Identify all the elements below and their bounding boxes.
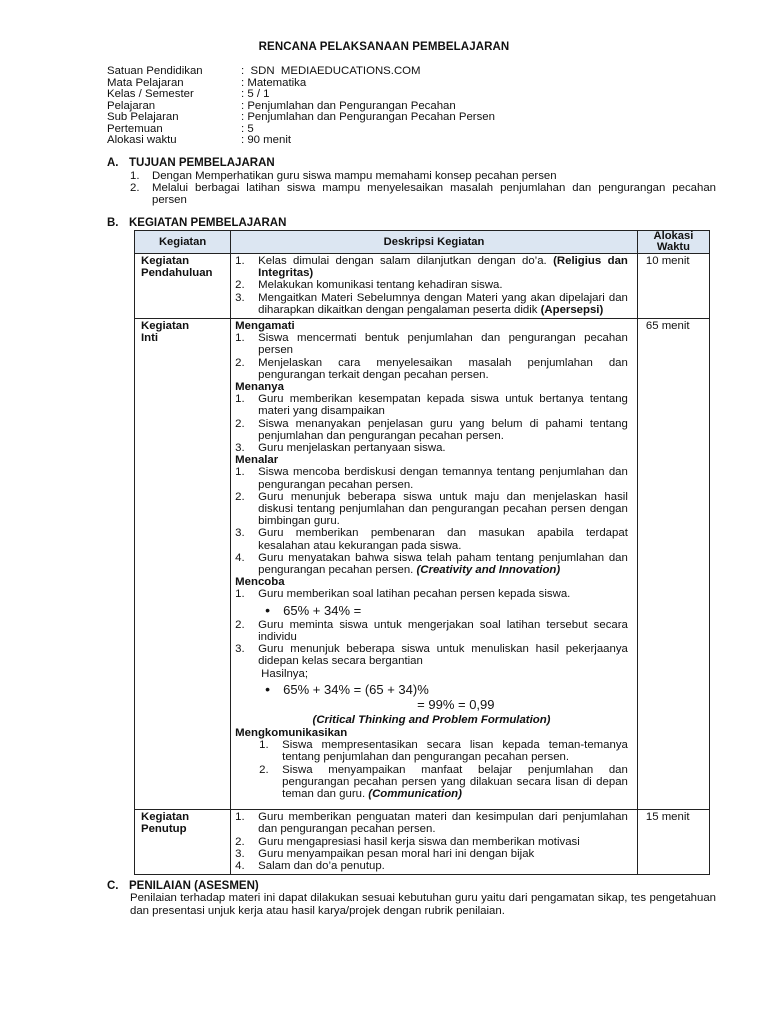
list-item (235, 292, 628, 316)
section-title: PENILAIAN (ASESMEN) (129, 880, 259, 892)
formula-text: 65% + 34% = (65 + 34)% (283, 681, 429, 697)
section-letter: A. (107, 157, 119, 169)
item-number: 2. (235, 279, 245, 292)
identity-label: Pertemuan (107, 122, 163, 135)
subheading-mengkomunikasikan: Mengkomunikasikan (235, 726, 348, 739)
formula-text: 65% + 34% = (283, 602, 362, 618)
item-text: Guru memberikan pembenaran dan masukan apabila terdapat kesalahan atau kekurangan pada siswa. (258, 527, 628, 552)
time-cell: 65 menit (637, 319, 709, 810)
item-number: 2. (235, 417, 245, 430)
identity-label: Mata Pelajaran (107, 76, 184, 89)
identity-label: Sub Pelajaran (107, 111, 179, 123)
item-text: Guru memberikan soal latihan pecahan persen kepada siswa. (258, 588, 571, 601)
value-tag: (Communication) (368, 787, 462, 800)
item-text: Guru memberikan penguatan materi dan kesimpulan dari penjumlahan dan pengurangan pecahan persen. (258, 811, 628, 836)
identity-block (107, 66, 495, 147)
phase-line: Kegiatan (141, 811, 190, 824)
formula-line (235, 603, 628, 618)
phase-cell (135, 319, 231, 810)
item-number: 1. (235, 393, 245, 406)
item-text: Melakukan komunikasi tentang kehadiran siswa. (258, 279, 503, 292)
item-text: Salam dan do’a penutup. (258, 859, 385, 872)
list-item (235, 811, 628, 835)
item-number: 2. (235, 356, 245, 369)
identity-value: : 5 / 1 (241, 88, 270, 100)
identity-row (107, 66, 495, 78)
phase-line: Inti (141, 332, 159, 345)
item-text: Guru menyampaikan pesan moral hari ini dengan bijak (258, 847, 535, 860)
table-header-row (135, 231, 710, 254)
phase-cell (135, 254, 231, 319)
identity-row (107, 89, 495, 101)
page-title: RENCANA PELAKSANAAN PEMBELAJARAN (258, 41, 510, 53)
identity-label: Kelas / Semester (107, 88, 194, 100)
identity-value: : Matematika (241, 76, 307, 89)
table-row-penutup (135, 810, 710, 875)
value-tag: (Creativity and Innovation) (416, 564, 561, 577)
item-text: Guru menunjuk beberapa siswa untuk maju dan menjelaskan hasil diskusi tentang penjumlahan dan pengurangan pecahan persen dengan bimbingan guru. (258, 490, 628, 528)
table-row-inti (135, 319, 710, 810)
list-item (235, 466, 628, 490)
list-item (130, 182, 716, 206)
item-number: 3. (235, 291, 245, 304)
activity-table (134, 230, 710, 875)
item-text: Siswa mencermati bentuk penjumlahan dan pengurangan pecahan persen (258, 332, 628, 357)
text-fragment: Kelas dimulai dengan salam dilanjutkan dengan do’a. (258, 255, 554, 267)
list-item (235, 860, 628, 872)
item-number: 1. (235, 255, 245, 267)
identity-label: Pelajaran (107, 99, 156, 112)
item-number: 1. (235, 811, 245, 824)
item-number: 2. (235, 490, 245, 503)
header-alokasi-line2: Waktu (656, 241, 690, 253)
section-title: KEGIATAN PEMBELAJARAN (129, 217, 287, 229)
item-text: Siswa menanyakan penjelasan guru yang belum di pahami tentang penjumlahan dan pengurangan pecahan persen. (258, 417, 628, 442)
item-number: 3. (235, 442, 245, 455)
section-letter: B. (107, 217, 119, 229)
list-item (235, 255, 628, 279)
header-alokasi-line1: Alokasi (653, 230, 694, 242)
item-text: Siswa mencoba berdiskusi dengan temannya tentang penjumlahan dan pengurangan pecahan persen. (258, 466, 628, 491)
identity-row (107, 135, 495, 147)
time-cell: 15 menit (637, 810, 709, 875)
description-cell (231, 319, 638, 810)
list-item (235, 643, 628, 667)
item-number: 4. (235, 551, 245, 564)
header-alokasi (637, 231, 709, 254)
list-item (235, 442, 628, 454)
description-cell (231, 254, 638, 319)
item-text: Guru memberikan kesempatan kepada siswa untuk bertanya tentang materi yang disampaikan (258, 393, 628, 418)
value-tag: (Religius dan Integritas) (258, 255, 628, 280)
list-item (235, 279, 628, 291)
text-fragment: Siswa menyampaikan manfaat belajar penjumlahan dan pengurangan pecahan persen yang dilakuan secara lisan di depan teman dan guru. (282, 763, 628, 800)
list-item (235, 393, 628, 417)
list-item (130, 170, 716, 182)
section-b-heading (107, 217, 286, 229)
item-text: Siswa mempresentasikan secara lisan kepada teman-temanya tentang penjumlahan dan pengurangan pecahan persen. (282, 739, 628, 764)
objectives-list (130, 170, 716, 207)
skill-tag: (Critical Thinking and Problem Formulation) (312, 713, 551, 726)
phase-line: Kegiatan (141, 255, 190, 267)
assessment-paragraph: Penilaian terhadap materi ini dapat dilakukan sesuai kebutuhan guru yaitu dari pengamatan sikap, tes pengetahuan dan presentasi unjuk kerja atau hasil karya/projek dengan rubrik penilaian. (130, 892, 716, 917)
item-text (258, 552, 628, 576)
phase-line: Kegiatan (141, 320, 190, 333)
identity-value: : Penjumlahan dan Pengurangan Pecahan (241, 99, 456, 112)
spacer (235, 800, 628, 807)
item-text: Melalui berbagai latihan siswa mampu menyelesaikan masalah penjumlahan dan pengurangan pecahan persen (152, 182, 716, 207)
item-text: Guru menjelaskan pertanyaan siswa. (258, 442, 446, 455)
item-number: 2. (235, 835, 245, 848)
table-row-pendahuluan (135, 254, 710, 319)
item-number: 1. (235, 588, 245, 601)
section-title: TUJUAN PEMBELAJARAN (129, 157, 275, 169)
section-c-heading (107, 880, 259, 892)
item-text (282, 764, 628, 801)
list-item (235, 357, 628, 381)
identity-label: Satuan Pendidikan (107, 65, 203, 77)
item-text: Menjelaskan cara menyelesaikan masalah penjumlahan dan pengurangan terkait dengan pecahan persen. (258, 356, 628, 381)
item-number: 1. (235, 466, 245, 479)
bullet-icon: • (265, 601, 271, 618)
subheading-menanya: Menanya (235, 381, 284, 394)
formula-line (235, 682, 628, 697)
text-fragment: Mengaitkan Materi Sebelumnya dengan Materi yang akan dipelajari dan diharapkan dikaitkan dengan pengalaman peserta didik (258, 291, 628, 316)
list-item (235, 836, 628, 848)
identity-value: : Penjumlahan dan Pengurangan Pecahan Persen (241, 111, 495, 123)
header-deskripsi: Deskripsi Kegiatan (231, 231, 638, 254)
section-letter: C. (107, 880, 119, 892)
identity-label: Alokasi waktu (107, 134, 177, 146)
list-item (235, 552, 628, 576)
subheading-mencoba: Mencoba (235, 576, 285, 589)
item-text: Guru meminta siswa untuk mengerjakan soal latihan tersebut secara individu (258, 618, 628, 643)
value-tag: (Apersepsi) (540, 303, 604, 316)
list-item (235, 848, 628, 860)
text-fragment: Guru menyatakan bahwa siswa telah paham tentang penjumlahan dan pengurangan pecahan persen. (258, 551, 628, 577)
bullet-icon: • (265, 680, 271, 697)
section-a-heading (107, 157, 275, 169)
result-label: Hasilnya; (261, 667, 309, 680)
formula-result: = 99% = 0,99 (417, 696, 495, 712)
identity-value: : SDN MEDIAEDUCATIONS.COM (241, 65, 421, 77)
identity-row (107, 112, 495, 124)
item-number: 2. (130, 182, 140, 195)
header-kegiatan: Kegiatan (135, 231, 231, 254)
item-text: Guru mengapresiasi hasil kerja siswa dan memberikan motivasi (258, 835, 580, 848)
item-number: 1. (259, 739, 269, 752)
description-cell (231, 810, 638, 875)
phase-cell (135, 810, 231, 875)
list-item (235, 764, 628, 801)
identity-value: : 5 (241, 122, 254, 135)
item-number: 1. (130, 170, 140, 182)
list-item (235, 491, 628, 528)
item-number: 2. (235, 618, 245, 631)
phase-line: Pendahuluan (141, 267, 213, 280)
phase-line: Penutup (141, 823, 187, 836)
item-text (258, 292, 628, 316)
item-number: 4. (235, 859, 245, 872)
item-number: 3. (235, 643, 245, 656)
item-number: 2. (259, 763, 269, 776)
list-item (235, 619, 628, 643)
list-item (235, 332, 628, 356)
item-text: Guru menunjuk beberapa siswa untuk menuliskan hasil pekerjaanya didepan kelas secara bergantian (258, 643, 628, 668)
subheading-mengamati: Mengamati (235, 320, 295, 333)
item-text: Dengan Memperhatikan guru siswa mampu memahami konsep pecahan persen (152, 170, 557, 182)
item-number: 3. (235, 527, 245, 540)
list-item (235, 588, 628, 600)
time-cell: 10 menit (637, 254, 709, 319)
list-item (235, 418, 628, 442)
item-text (258, 255, 628, 279)
item-number: 1. (235, 332, 245, 345)
list-item (235, 739, 628, 763)
subheading-menalar: Menalar (235, 454, 279, 467)
list-item (235, 527, 628, 551)
identity-value: : 90 menit (241, 134, 292, 146)
item-number: 3. (235, 847, 245, 860)
